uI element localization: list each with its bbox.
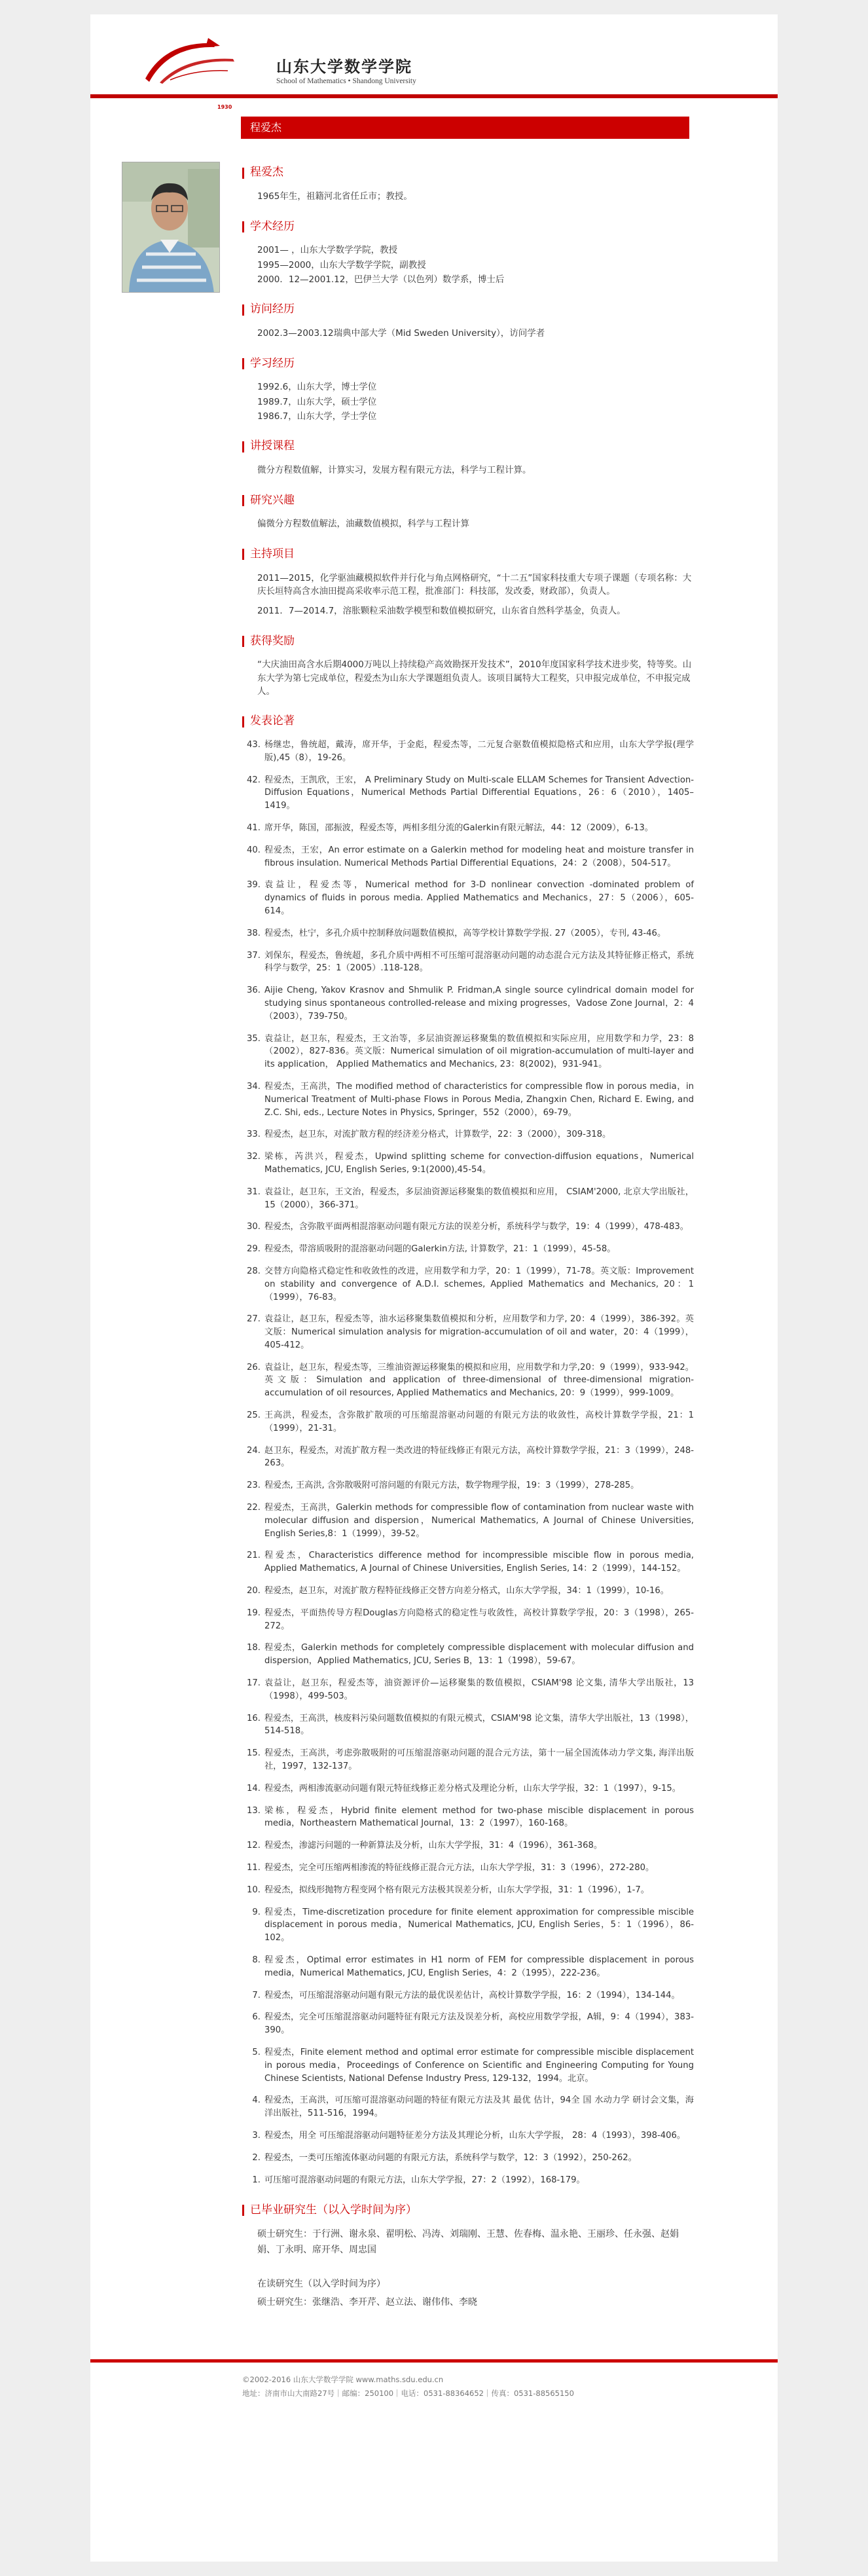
- publication-item: [242, 1150, 694, 1177]
- section-title: [242, 633, 694, 649]
- graduated-students: 硕士研究生：于行洲、谢永泉、翟明松、冯涛、刘瑞刚、王慧、佐春梅、温永艳、王丽珍、任永强、赵娟娟、丁永明、席开华、周忠国: [257, 2229, 679, 2256]
- academic-line: 2001— ，山东大学数学学院，教授: [257, 245, 398, 256]
- section-marker: [242, 304, 244, 316]
- section-title-text: 学习经历: [250, 356, 295, 370]
- publication-item: [242, 984, 694, 1023]
- publication-item: [242, 1080, 694, 1119]
- section-title-text: 研究兴趣: [250, 493, 295, 507]
- publication-item: [242, 1805, 694, 1831]
- publication-number: 29.: [247, 1244, 261, 1255]
- publication-item: [242, 2046, 694, 2085]
- publication-number: 21.: [247, 1551, 261, 1561]
- publication-number: 9.: [252, 1907, 261, 1917]
- publication-text: 刘保东，程爱杰，鲁统超，多孔介质中两相不可压缩可混溶驱动问题的动态混合元方法及其特征修正格式，系统科学与数学，25：1（2005）.118-128。: [264, 950, 694, 974]
- publication-text: 梁栋，程爱杰，Hybrid finite element method for two-phase miscible displacement in porous media，Northeastern Mathematical Journal，13：2（1997），160-168。: [264, 1805, 694, 1829]
- publication-number: 37.: [247, 950, 261, 961]
- award-line: “大庆油田高含水后期4000万吨以上持续稳产高效勘探开发技术”，2010年度国家科学技术进步奖，特等奖。山东大学为第七完成单位，程爱杰为山东大学课题组负责人。该项目属特大工程奖，只申报完成单位，不申报完成人。: [257, 659, 692, 697]
- section-title: [242, 547, 694, 562]
- publication-number: 8.: [252, 1955, 261, 1965]
- school-logo[interactable]: [136, 33, 418, 110]
- publication-number: 38.: [247, 928, 261, 938]
- publication-item: [242, 1243, 694, 1256]
- publication-number: 25.: [247, 1410, 261, 1421]
- section-title-text: 发表论著: [250, 714, 295, 728]
- publication-number: 14.: [247, 1783, 261, 1794]
- publication-item: [242, 2011, 694, 2037]
- publication-number: 33.: [247, 1130, 261, 1140]
- publication-item: [242, 844, 694, 870]
- publication-item: [242, 1033, 694, 1071]
- logo-english-name: School of Mathematics • Shandong University: [276, 77, 416, 85]
- publication-number: 4.: [252, 2095, 261, 2106]
- section-marker: [242, 2205, 244, 2216]
- publication-item: [242, 1906, 694, 1945]
- publication-text: 交替方向隐格式稳定性和收敛性的改进，应用数学和力学，20：1（1999），71-78。英文版：Improvement on stability and convergence of A.D.I. schemes, Applied Mathematics and Mechanics, 20：1（1999），76-83。: [264, 1266, 694, 1302]
- logo-arc-icon: [136, 33, 274, 88]
- section-awards: [242, 633, 694, 698]
- publication-number: 43.: [247, 740, 261, 750]
- publication-number: 5.: [252, 2047, 261, 2057]
- publication-number: 34.: [247, 1081, 261, 1092]
- section-projects: [242, 547, 694, 618]
- publication-item: [242, 1782, 694, 1795]
- publication-text: 程爱杰，Time-discretization procedure for finite element approximation for compressible miscible displacement in porous media，Numerical Mathematics, JCU, English Series，5：1（1996），86-102。: [264, 1907, 694, 1943]
- publication-number: 3.: [252, 2130, 261, 2141]
- publication-item: [242, 2129, 694, 2143]
- publication-text: 赵卫东，程爱杰，对流扩散方程一类改进的特征线修正有限元方法，高校计算数学学报，21：3（1999），248-263。: [264, 1445, 694, 1469]
- publication-number: 42.: [247, 775, 261, 785]
- publication-number: 35.: [247, 1033, 261, 1044]
- publication-item: [242, 1186, 694, 1212]
- publication-text: 程爱杰，赵卫东，对流扩散方程的经济差分格式，计算数学，22：3（2000），309-318。: [264, 1130, 611, 1140]
- publication-item: [242, 1585, 694, 1598]
- main-content: [90, 139, 778, 2353]
- publication-text: 杨继忠，鲁统超，戴涛，席开华，于金彪，程爱杰等，二元复合驱数值模拟隐格式和应用，山东大学学报(理学版),45（8），19-26。: [264, 740, 694, 763]
- publication-text: 程爱杰，王宏，An error estimate on a Galerkin method for modeling heat and moisture transfer in fibrous insulation. Numerical Methods Partial Differential Equations，24：2（2008），504-517。: [264, 845, 694, 868]
- publication-item: [242, 1479, 694, 1492]
- site-header: [90, 14, 778, 110]
- section-title: [242, 2202, 694, 2218]
- publication-text: 席开华，陈国，邵振波，程爱杰等，两相多组分流的Galerkin有限元解法，44：12（2009），6-13。: [264, 822, 653, 833]
- publication-text: 袁益让，赵卫东，程爱杰，王文治等，多层油资源运移聚集的数值模拟和实际应用，应用数学和力学，23：8（2002），827-836。英文版：Numerical simulation of oil migration-accumulation of multi-layer and its application， Applied Mathematics and Mechanics, 23：8(2002)，931-941。: [264, 1033, 694, 1070]
- publication-text: 程爱杰，完全可压缩两相渗流的特征线修正混合元方法，山东大学学报，31：3（1996），272-280。: [264, 1863, 655, 1873]
- publication-number: 7.: [252, 1990, 261, 2000]
- publication-item: [242, 2094, 694, 2120]
- logo-chinese-name: 山东大学数学学院: [276, 57, 412, 76]
- section-academic: [242, 219, 694, 286]
- publication-text: 程爱杰，杜宁，多孔介质中控制释放问题数值模拟，高等学校计算数学学报. 27（2005），专刊, 43-46。: [264, 928, 666, 938]
- publication-text: 程爱杰，Galerkin methods for completely compressible displacement with molecular diffusion and dispersion，Applied Mathematics, JCU, Series B，13：1（1998），59-67。: [264, 1643, 694, 1666]
- section-marker: [242, 636, 244, 647]
- study-line: 1992.6，山东大学，博士学位: [257, 382, 377, 393]
- section-marker: [242, 441, 244, 452]
- publication-item: [242, 1839, 694, 1852]
- publication-text: 程爱杰，平面热传导方程Douglas方向隐格式的稳定性与收敛性，高校计算数学学报，20：3（1998），265-272。: [264, 1608, 694, 1631]
- publication-text: 程爱杰，可压缩混溶驱动问题有限元方法的最优误差估计，高校计算数学学报，16：2（1994），134-144。: [264, 1990, 680, 2000]
- publication-item: [242, 1954, 694, 1980]
- publication-item: [242, 2174, 694, 2187]
- section-title-text: 程爱杰: [250, 166, 283, 179]
- publication-number: 12.: [247, 1841, 261, 1851]
- section-title-text: 已毕业研究生（以入学时间为序）: [250, 2203, 417, 2217]
- publication-number: 26.: [247, 1362, 261, 1372]
- page: [90, 14, 778, 2562]
- publication-item: [242, 1677, 694, 1703]
- section-marker: [242, 495, 244, 506]
- footer-copyright: ©2002-2016 山东大学数学学院 www.maths.sdu.edu.cn: [242, 2374, 444, 2384]
- publication-item: [242, 1444, 694, 1471]
- publication-number: 10.: [247, 1885, 261, 1895]
- publication-number: 17.: [247, 1678, 261, 1689]
- publication-number: 19.: [247, 1608, 261, 1618]
- publication-item: [242, 2152, 694, 2165]
- publication-item: [242, 739, 694, 765]
- publication-text: 程爱杰，两相渗流驱动问题有限元特征线修正差分格式及理论分析，山东大学学报，32：1（1997），9-15。: [264, 1783, 681, 1794]
- publication-text: 程爱杰，Optimal error estimates in H1 norm of FEM for compressible displacement in porous media，Numerical Mathematics, JCU, English Series，4：2（1995），222-236。: [264, 1955, 694, 1978]
- publication-number: 27.: [247, 1314, 261, 1325]
- section-courses: [242, 439, 694, 477]
- section-title: [242, 439, 694, 454]
- publication-text: 程爱杰，王高洪，核废料污染问题数值模拟的有限元模式，CSIAM'98 论文集，清华大学出版社，13（1998），514-518。: [264, 1713, 694, 1737]
- section-marker: [242, 549, 244, 560]
- publication-text: 可压缩可混溶驱动问题的有限元方法，山东大学学报，27：2（1992），168-179。: [264, 2175, 585, 2185]
- publication-text: 程爱杰，王凯欣，王宏， A Preliminary Study on Multi-scale ELLAM Schemes for Transient Advection-Diffusion Equations，Numerical Methods Partial Differential Equations，26：6（2010），1405–1419。: [264, 775, 694, 811]
- publication-item: [242, 949, 694, 976]
- study-line: 1986.7，山东大学，学士学位: [257, 411, 377, 422]
- section-name: [242, 165, 694, 203]
- section-title: [242, 302, 694, 318]
- section-students: [242, 2202, 694, 2310]
- publication-text: Aijie Cheng, Yakov Krasnov and Shmulik P. Fridman,A single source cylindrical domain model for studying sinus spontaneous controlled-release and mixing progresses，Vadose Zone Journal，2：4（2003），739-750。: [264, 985, 694, 1021]
- publication-text: 袁益让，赵卫东，程爱杰等，油资源评价—运移聚集的数值模拟，CSIAM'98 论文集, 清华大学出版社，13（1998），499-503。: [264, 1678, 694, 1701]
- publication-item: [242, 1549, 694, 1575]
- publication-number: 13.: [247, 1805, 261, 1816]
- bio-line: 1965年生，祖籍河北省任丘市；教授。: [257, 191, 412, 202]
- publication-number: 1.: [252, 2175, 261, 2185]
- publication-text: 程爱杰，带溶质吸附的混溶驱动问题的Galerkin方法, 计算数学，21：1（1999），45-58。: [264, 1244, 616, 1255]
- publication-item: [242, 1712, 694, 1739]
- section-marker: [242, 358, 244, 369]
- publication-text: 袁益让，赵卫东，王文治，程爱杰，多层油资源运移聚集的数值模拟和应用， CSIAM'2000, 北京大学出版社，15（2000），366-371。: [264, 1187, 694, 1210]
- publication-text: 袁益让，赵卫东，程爱杰等，油水运移聚集数值模拟和分析，应用数学和力学, 20：4（1999），386-392。英文版：Numerical simulation analysis for migration-accumulation of oil and water，20：4（1999），405-412。: [264, 1314, 694, 1350]
- publication-number: 2.: [252, 2152, 261, 2163]
- publication-number: 16.: [247, 1713, 261, 1723]
- publication-item: [242, 1607, 694, 1633]
- publication-text: 程爱杰，Characteristics difference method for incompressible miscible flow in porous media, Applied Mathematics, A Journal of Chinese Universities, English Series, 14：2（1999），144-152。: [264, 1551, 694, 1574]
- publication-item: [242, 774, 694, 813]
- profile-photo: [122, 162, 220, 293]
- page-title-bar: 程爱杰: [241, 117, 689, 139]
- publication-text: 袁益让，程爱杰等，Numerical method for 3-D nonlinear convection -dominated problem of dynamics of fluids in porous media. Applied Mathematics and Mechanics，27：5（2006），605-614。: [264, 880, 694, 916]
- publication-text: 程爱杰，Finite element method and optimal error estimate for compressible miscible displacement in porous media，Proceedings of Conference on Scientific and Engineering Computing for Young Chinese Scientists, National Defense Industry Press, 129-132，1994。北京。: [264, 2047, 694, 2084]
- person-photo-icon: [122, 162, 220, 293]
- publication-item: [242, 1989, 694, 2002]
- interests-line: 偏微分方程数值解法，油藏数值模拟，科学与工程计算: [257, 519, 469, 530]
- section-marker: [242, 221, 244, 232]
- publication-text: 程爱杰，一类可压缩流体驱动问题的有限元方法，系统科学与数学，12：3（1992），250-262。: [264, 2152, 637, 2163]
- section-title-text: 讲授课程: [250, 439, 295, 453]
- publication-item: [242, 1128, 694, 1141]
- section-title-text: 学术经历: [250, 219, 295, 233]
- publication-number: 32.: [247, 1152, 261, 1162]
- study-line: 1989.7，山东大学，硕士学位: [257, 396, 377, 407]
- publication-item: [242, 1862, 694, 1875]
- publication-number: 20.: [247, 1586, 261, 1596]
- site-footer: [90, 2359, 778, 2418]
- publication-item: [242, 1361, 694, 1400]
- profile-content: [242, 165, 694, 2311]
- publication-text: 程爱杰，完全可压缩混溶驱动问题特征有限元方法及误差分析，高校应用数学学报，A辑，9：4（1994），383-390。: [264, 2012, 694, 2036]
- publication-item: [242, 927, 694, 940]
- section-title: [242, 492, 694, 508]
- academic-line: 1995—2000，山东大学数学学院，副教授: [257, 259, 426, 270]
- courses-line: 微分方程数值解，计算实习，发展方程有限元方法，科学与工程计算。: [257, 465, 532, 475]
- section-title-text: 访问经历: [250, 303, 295, 316]
- publication-number: 11.: [247, 1863, 261, 1873]
- publication-item: [242, 1884, 694, 1897]
- publication-text: 梁栋，芮洪兴，程爱杰，Upwind splitting scheme for convection-diffusion equations，Numerical Mathematics, JCU, English Series, 9:1(2000),45-54。: [264, 1152, 694, 1175]
- publication-text: 程爱杰，王高洪，可压缩可混溶驱动问题的特征有限元方法及其 最优 估计，94全 国 水动力学 研讨会文集，海洋出版社，511-516，1994。: [264, 2095, 694, 2119]
- section-title-text: 主持项目: [250, 547, 295, 561]
- publication-text: 程爱杰，拟线形抛物方程变网个格有限元方法极其误差分析，山东大学学报，31：1（1996），1-7。: [264, 1885, 649, 1895]
- publication-text: 程爱杰, 王高洪, 含弥散吸附可溶问题的有限元方法，数学物理学报，19：3（1999），278-285。: [264, 1481, 640, 1491]
- publication-number: 41.: [247, 822, 261, 833]
- publication-text: 程爱杰，用全 可压缩混溶驱动问题特征差分方法及其理论分析，山东大学学报， 28：4（1993），398-406。: [264, 2130, 686, 2141]
- publication-text: 程爱杰，含弥散平面两相混溶驱动问题有限元方法的误差分析，系统科学与数学，19：4（1999），478-483。: [264, 1222, 689, 1232]
- section-marker: [242, 716, 244, 727]
- publication-number: 28.: [247, 1266, 261, 1276]
- footer-address: 地址：济南市山大南路27号｜邮编：250100｜电话：0531-88364652｜传真：0531-88565150: [242, 2389, 574, 2399]
- publication-number: 23.: [247, 1481, 261, 1491]
- publication-item: [242, 1747, 694, 1773]
- publication-text: 王高洪，程爱杰，含弥散扩散项的可压缩混溶驱动问题的有限元方法的收敛性，高校计算数学学报，21：1（1999），21-31。: [264, 1410, 694, 1433]
- publication-number: 40.: [247, 845, 261, 855]
- section-title: [242, 356, 694, 371]
- publication-text: 程爱杰，赵卫东，对流扩散方程特征线修正交替方向差分格式，山东大学学报，34：1（1999），10-16。: [264, 1586, 669, 1596]
- section-interests: [242, 492, 694, 530]
- visit-line: 2002.3—2003.12瑞典中部大学（Mid Sweden University），访问学者: [257, 328, 545, 339]
- publication-number: 39.: [247, 880, 261, 891]
- section-marker: [242, 168, 244, 179]
- publication-number: 36.: [247, 985, 261, 996]
- publication-number: 22.: [247, 1503, 261, 1513]
- publication-text: 袁益让，赵卫东，程爱杰等，三维油资源运移聚集的模拟和应用，应用数学和力学,20：9（1999），933-942。英文版：Simulation and application of three-dimensional of three-dimensional migration-accumulation of oil resources, Applied Mathematics and Mechanics, 20：9（1999），999-1009。: [264, 1362, 694, 1399]
- publication-item: [242, 1221, 694, 1234]
- publication-item: [242, 822, 694, 835]
- logo-year: 1930: [217, 104, 232, 110]
- publication-text: 程爱杰，渗滤污问题的一种新算法及分析，山东大学学报，31：4（1996），361-368。: [264, 1841, 603, 1851]
- project-line: 2011．7—2014.7，溶胀颗粒采油数学模型和数值模拟研究，山东省自然科学基金，负责人。: [257, 606, 626, 616]
- section-study: [242, 356, 694, 423]
- section-title-text: 获得奖励: [250, 634, 295, 648]
- publication-item: [242, 1265, 694, 1304]
- section-visit: [242, 302, 694, 340]
- publication-text: 程爱杰，王高洪，考虑弥散吸附的可压缩混溶驱动问题的混合元方法，第十一届全国流体动力学文集, 海洋出版社，1997，132-137。: [264, 1748, 694, 1772]
- section-title: [242, 165, 694, 181]
- publication-item: [242, 1642, 694, 1668]
- publication-number: 31.: [247, 1187, 261, 1197]
- publication-item: [242, 1501, 694, 1540]
- publication-number: 6.: [252, 2012, 261, 2023]
- section-title: [242, 714, 694, 729]
- publication-number: 18.: [247, 1643, 261, 1653]
- current-students-title: 在读研究生（以入学时间为序）: [257, 2278, 386, 2289]
- publication-text: 程爱杰，王高洪，Galerkin methods for compressible flow of contamination from nuclear waste with molecular diffusion and dispersion，Numerical Mathematics, A Journal of Chinese Universities, English Series,8：1（1999），39-52。: [264, 1503, 694, 1539]
- publication-number: 15.: [247, 1748, 261, 1759]
- publication-list: [242, 739, 694, 2186]
- publication-number: 30.: [247, 1222, 261, 1232]
- academic-line: 2000．12—2001.12，巴伊兰大学（以色列）数学系，博士后: [257, 274, 505, 285]
- current-students: 硕士研究生：张继浩、李开芹、赵立法、谢伟伟、李晓: [257, 2296, 477, 2308]
- project-line: 2011—2015，化学驱油藏模拟软件并行化与角点网格研究，“十二五”国家科技重大专项子课题（专项名称：大庆长垣特高含水油田提高采收率示范工程，批准部门：科技部，发改委，财政部），负责人。: [257, 572, 692, 597]
- publication-text: 程爱杰，王高洪，The modified method of characteristics for compressible flow in porous media，in Numerical Treatment of Multi-phase Flows in Porous Media, Zhangxin Chen, Richard E. Ewing, and Z.C. Shi, eds., Lecture Notes in Physics, Springer，552（2000），69-79。: [264, 1081, 694, 1118]
- publication-item: [242, 1313, 694, 1352]
- publication-number: 24.: [247, 1445, 261, 1456]
- publication-item: [242, 879, 694, 917]
- section-title: [242, 219, 694, 234]
- publication-item: [242, 1409, 694, 1435]
- section-publications: [242, 714, 694, 2186]
